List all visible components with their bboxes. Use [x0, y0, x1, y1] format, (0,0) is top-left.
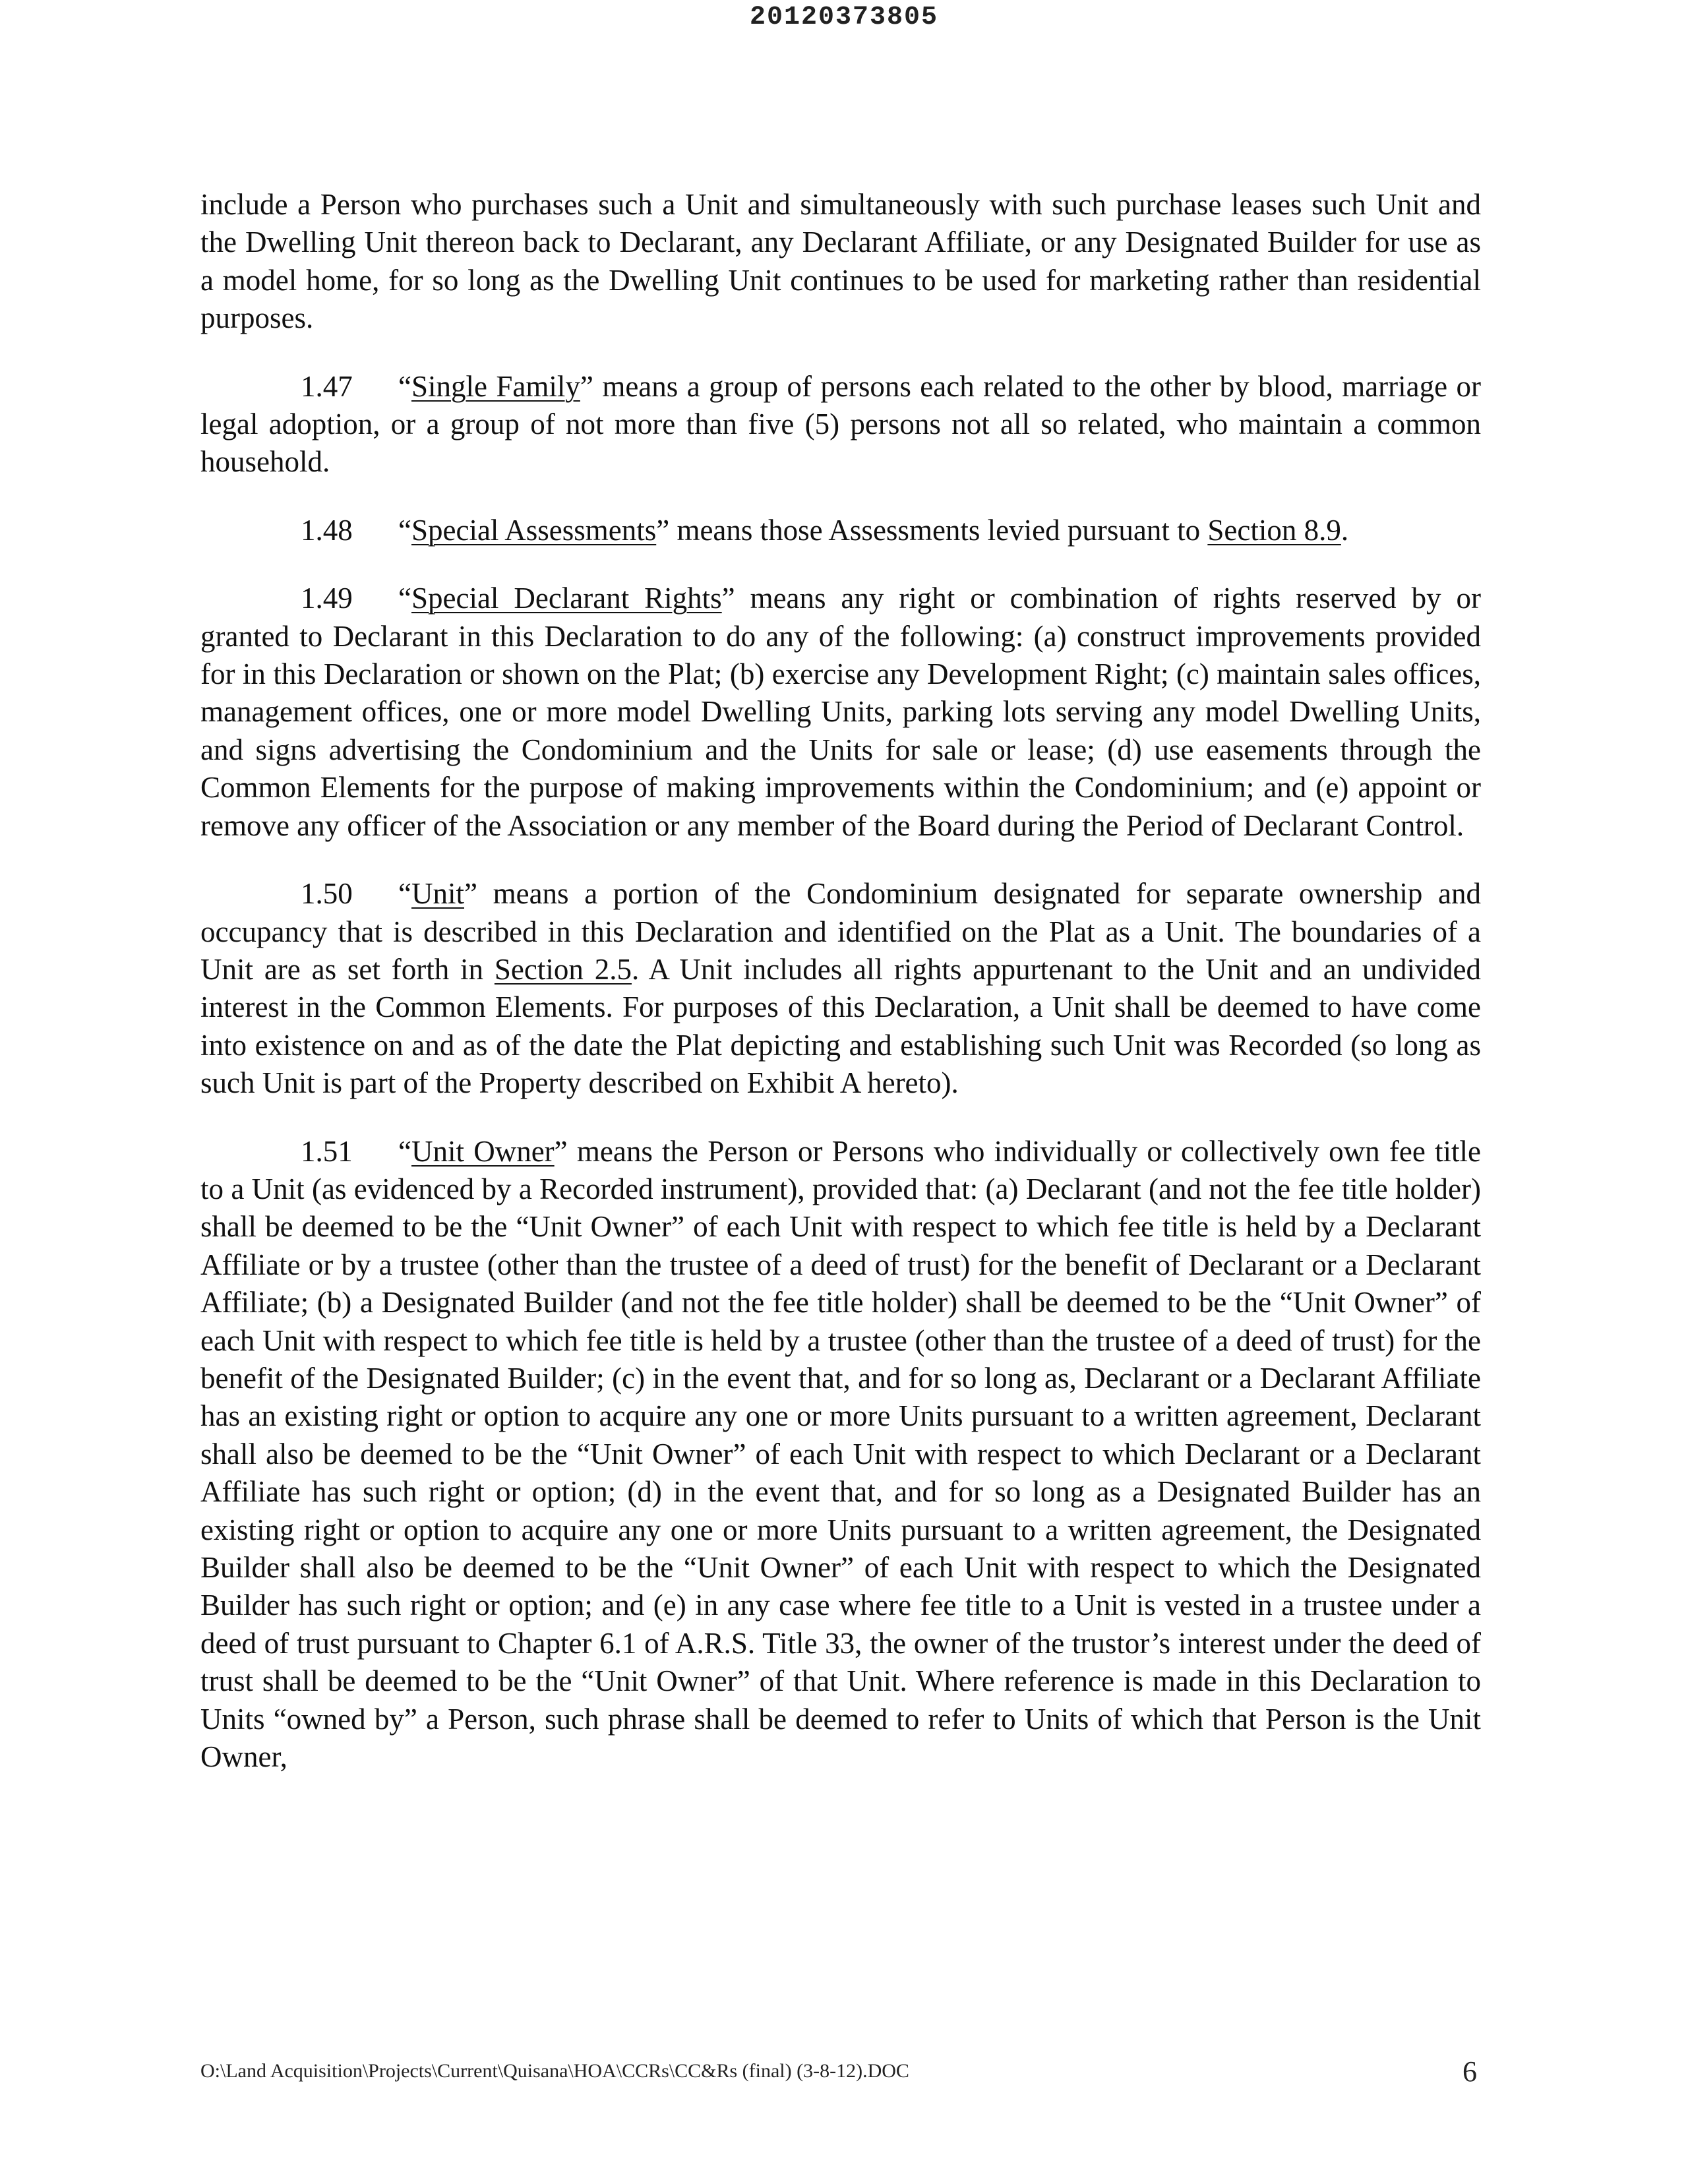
open-quote: “ — [398, 513, 411, 547]
close-quote: ” — [656, 513, 670, 547]
defined-term: Unit — [411, 877, 464, 911]
close-quote: ” — [554, 1134, 568, 1168]
open-quote: “ — [398, 1134, 411, 1168]
section-1-50 — [200, 875, 1481, 1102]
document-body — [200, 186, 1481, 1806]
section-1-47 — [200, 368, 1481, 481]
recording-number: 20120373805 — [749, 3, 939, 32]
definition-text: means those Assessments levied pursuant to — [669, 513, 1208, 547]
open-quote: “ — [398, 369, 411, 403]
section-1-49 — [200, 580, 1481, 845]
section-number: 1.49 — [301, 582, 353, 615]
definition-text: means a portion of the Condominium designated for separate ownership and occupancy that is described in this Declaration and identified on the Plat as a Unit. The boundaries of a Unit are as set forth in — [200, 877, 1481, 986]
page-number: 6 — [1462, 2055, 1477, 2088]
definition-text: means any right or combination of rights reserved by or granted to Declarant in this Declaration to do any of the following: (a) construct improvements provided for in this Declaration or shown on the Plat; (b) exercise any Development Right; (c) maintain sales offices, management offices, one or more model Dwelling Units, parking lots serving any model Dwelling Units, and signs advertising the Condominium and the Units for sale or lease; (d) use easements through the Common Elements for the purpose of making improvements within the Condominium; and (e) appoint or remove any officer of the Association or any member of the Board during the Period of Declarant Control. — [200, 582, 1481, 842]
defined-term: Single Family — [411, 369, 580, 403]
close-quote: ” — [721, 582, 735, 615]
section-number: 1.50 — [301, 877, 353, 911]
definition-text: means the Person or Persons who individually or collectively own fee title to a Unit (as evidenced by a Recorded instrument), provided that: (a) Declarant (and not the fee title holder) shall be deemed to be the “Unit Owner” of each Unit with respect to which fee title is held by a Declarant Affiliate or by a trustee (other than the trustee of a deed of trust) for the benefit of Declarant or a Declarant Affiliate; (b) a Designated Builder (and not the fee title holder) shall be deemed to be the “Unit Owner” of each Unit with respect to which fee title is held by a trustee (other than the trustee of a deed of trust) for the benefit of the Designated Builder; (c) in the event that, and for so long as, Declarant or a Declarant Affiliate has an existing right or option to acquire any one or more Units pursuant to a written agreement, Declarant shall also be deemed to be the “Unit Owner” of each Unit with respect to which Declarant or a Declarant Affiliate has such right or option; (d) in the event that, and for so long as a Designated Builder has an existing right or option to acquire any one or more Units pursuant to a written agreement, the Designated Builder shall also be deemed to be the “Unit Owner” of each Unit with respect to which the Designated Builder has such right or option; and (e) in any case where fee title to a Unit is vested in a trustee under a deed of trust pursuant to Chapter 6.1 of A.R.S. Title 33, the owner of the trustor’s interest under the deed of trust shall be deemed to be the “Unit Owner” of that Unit. Where reference is made in this Declaration to Units “owned by” a Person, such phrase shall be deemed to refer to Units of which that Person is the Unit Owner, — [200, 1134, 1481, 1774]
section-1-48 — [200, 512, 1481, 549]
defined-term: Special Assessments — [411, 513, 657, 547]
footer-file-path: O:\Land Acquisition\Projects\Current\Quisana\HOA\CCRs\CC&Rs (final) (3-8-12).DOC — [200, 2060, 909, 2082]
section-number: 1.51 — [301, 1134, 353, 1168]
defined-term: Unit Owner — [411, 1134, 555, 1168]
section-number: 1.47 — [301, 369, 353, 403]
definition-end: . — [1341, 513, 1349, 547]
definition-text-continued: . A Unit includes all rights appurtenant to the Unit and an undivided interest in the Common Elements. For purposes of this Declaration, a Unit shall be deemed to have come into existence on and as of the date the Plat depicting and establishing such Unit was Recorded (so long as such Unit is part of the Property described on Exhibit A hereto). — [200, 952, 1481, 1100]
close-quote: ” — [464, 877, 477, 911]
defined-term: Special Declarant Rights — [411, 582, 722, 615]
close-quote: ” — [580, 369, 593, 403]
open-quote: “ — [398, 582, 411, 615]
definition-text: means a group of persons each related to the other by blood, marriage or legal adoption, or a group of not more than five (5) persons not all so related, who maintain a common household. — [200, 369, 1481, 479]
section-1-51 — [200, 1133, 1481, 1776]
section-reference: Section 8.9 — [1207, 513, 1341, 547]
section-reference: Section 2.5 — [494, 952, 632, 986]
section-number: 1.48 — [301, 513, 353, 547]
paragraph-intro: include a Person who purchases such a Unit and simultaneously with such purchase leases such Unit and the Dwelling Unit thereon back to Declarant, any Declarant Affiliate, or any Designated Builder for use as a model home, for so long as the Dwelling Unit continues to be used for marketing rather than residential purposes. — [200, 188, 1481, 335]
open-quote: “ — [398, 877, 411, 911]
